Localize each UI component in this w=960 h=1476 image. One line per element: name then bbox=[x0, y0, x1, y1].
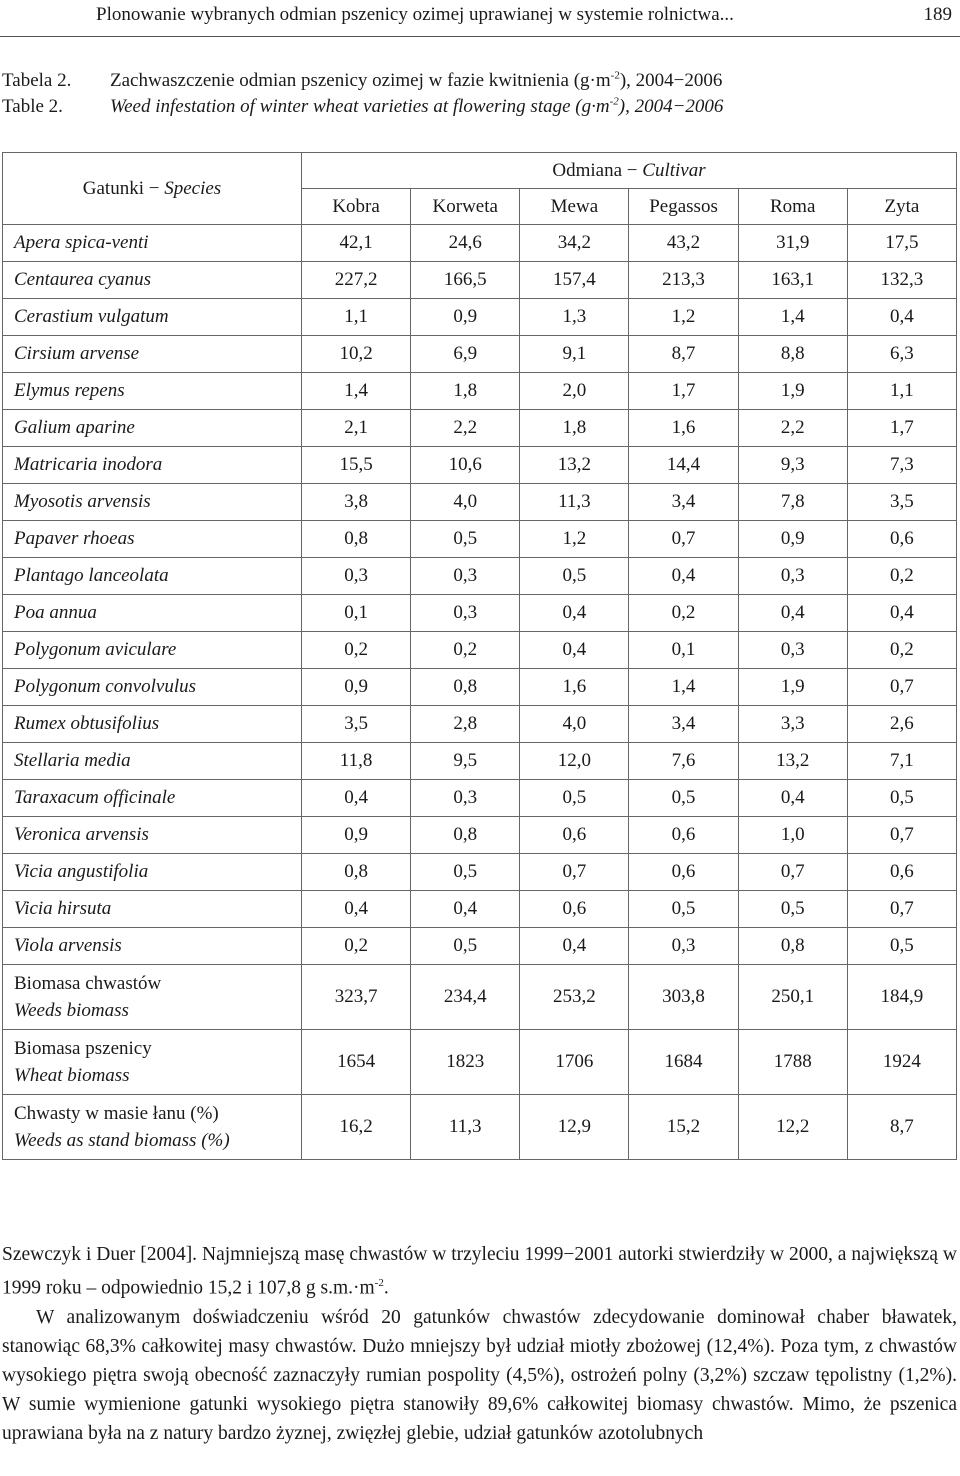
value-cell: 11,8 bbox=[302, 743, 411, 780]
value-cell: 1,7 bbox=[629, 373, 738, 410]
value-cell: 0,2 bbox=[302, 632, 411, 669]
table-row bbox=[3, 373, 957, 410]
value-cell: 0,9 bbox=[302, 669, 411, 706]
species-name: Plantago lanceolata bbox=[3, 558, 302, 595]
value-cell: 9,1 bbox=[520, 336, 629, 373]
value-cell: 1,2 bbox=[629, 299, 738, 336]
table-body bbox=[3, 225, 957, 1160]
summary-value-cell: 16,2 bbox=[302, 1095, 411, 1160]
value-cell: 0,3 bbox=[411, 595, 520, 632]
table-row bbox=[3, 891, 957, 928]
value-cell: 13,2 bbox=[738, 743, 847, 780]
value-cell: 4,0 bbox=[520, 706, 629, 743]
species-name: Poa annua bbox=[3, 595, 302, 632]
summary-value-cell: 1706 bbox=[520, 1030, 629, 1095]
value-cell: 2,8 bbox=[411, 706, 520, 743]
species-name: Rumex obtusifolius bbox=[3, 706, 302, 743]
table-row bbox=[3, 595, 957, 632]
caption-text-pl: Zachwaszczenie odmian pszenicy ozimej w fazie kwitnienia $(g\cdot m^{-2})$, 2004−2006 bbox=[110, 70, 723, 92]
summary-row bbox=[3, 965, 957, 1030]
summary-value-cell: 15,2 bbox=[629, 1095, 738, 1160]
table-row bbox=[3, 410, 957, 447]
summary-label-en: Weeds biomass bbox=[14, 1000, 129, 1021]
table-row bbox=[3, 706, 957, 743]
value-cell: 0,4 bbox=[302, 891, 411, 928]
value-cell: 0,5 bbox=[847, 928, 956, 965]
species-name: Myosotis arvensis bbox=[3, 484, 302, 521]
value-cell: 17,5 bbox=[847, 225, 956, 262]
species-name: Vicia hirsuta bbox=[3, 891, 302, 928]
paragraph-2: W analizowanym doświadczeniu wśród 20 gatunków chwastów zdecydowanie dominował chaber bławatek, stanowiąc 68,3% całkowitej masy chwastów. Dużo mniejszy był udział miotły zbożowej (12,4%). Poza tym, z chwastów wysokiego piętra swoją obecność zaznaczyły rumian pospolity (4,5%), ostrożeń polny (3,2%) szczaw tępolistny (1,2%). W sumie wymienione gatunki wysokiego piętra stanowiły 89,6% całkowitej biomasy chwastów. Mimo, że pszenica uprawiana była na z natury bardzo żyznej, zwięzłej glebie, udział gatunków azotolubnych bbox=[2, 1306, 957, 1444]
value-cell: 0,4 bbox=[847, 595, 956, 632]
value-cell: 0,5 bbox=[411, 521, 520, 558]
page-number: 189 bbox=[923, 4, 952, 25]
value-cell: 0,6 bbox=[520, 817, 629, 854]
value-cell: 42,1 bbox=[302, 225, 411, 262]
summary-value-cell: 11,3 bbox=[411, 1095, 520, 1160]
value-cell: 1,8 bbox=[520, 410, 629, 447]
value-cell: 0,8 bbox=[302, 854, 411, 891]
summary-value-cell: 1788 bbox=[738, 1030, 847, 1095]
value-cell: 227,2 bbox=[302, 262, 411, 299]
species-name: Apera spica-venti bbox=[3, 225, 302, 262]
value-cell: 1,9 bbox=[738, 669, 847, 706]
value-cell: 0,5 bbox=[411, 854, 520, 891]
summary-value-cell: 253,2 bbox=[520, 965, 629, 1030]
value-cell: 0,7 bbox=[738, 854, 847, 891]
value-cell: 0,4 bbox=[411, 891, 520, 928]
value-cell: 0,7 bbox=[629, 521, 738, 558]
value-cell: 213,3 bbox=[629, 262, 738, 299]
cultivar-group-header: Odmiana − Cultivar bbox=[302, 153, 957, 189]
value-cell: 0,1 bbox=[302, 595, 411, 632]
species-name: Stellaria media bbox=[3, 743, 302, 780]
summary-value-cell: 8,7 bbox=[847, 1095, 956, 1160]
summary-value-cell: 234,4 bbox=[411, 965, 520, 1030]
value-cell: 0,7 bbox=[847, 817, 956, 854]
value-cell: 0,1 bbox=[629, 632, 738, 669]
value-cell: 0,3 bbox=[302, 558, 411, 595]
value-cell: 0,7 bbox=[847, 669, 956, 706]
value-cell: 3,3 bbox=[738, 706, 847, 743]
table-row bbox=[3, 299, 957, 336]
table-row bbox=[3, 743, 957, 780]
paragraph-1: Szewczyk i Duer [2004]. Najmniejszą masę chwastów w trzyleciu 1999−2001 autorki stwierdziły w 2000, a największą w 1999 roku – odpowiednio 15,2 i 107,8 g $s.m.\cdot m^{-2}$. bbox=[2, 1244, 957, 1299]
summary-value-cell: 1924 bbox=[847, 1030, 956, 1095]
value-cell: 0,6 bbox=[847, 854, 956, 891]
table-row bbox=[3, 817, 957, 854]
value-cell: 0,4 bbox=[520, 928, 629, 965]
value-cell: 15,5 bbox=[302, 447, 411, 484]
summary-value-cell: 12,2 bbox=[738, 1095, 847, 1160]
value-cell: 0,4 bbox=[520, 595, 629, 632]
value-cell: 0,2 bbox=[629, 595, 738, 632]
summary-label-en: Wheat biomass bbox=[14, 1065, 130, 1086]
value-cell: 2,2 bbox=[738, 410, 847, 447]
summary-label-pl: Chwasty w masie łanu (%) bbox=[14, 1103, 219, 1124]
table-row bbox=[3, 484, 957, 521]
cultivar-header: Pegassos bbox=[629, 189, 738, 225]
value-cell: 31,9 bbox=[738, 225, 847, 262]
value-cell: 3,5 bbox=[302, 706, 411, 743]
summary-value-cell: 250,1 bbox=[738, 965, 847, 1030]
value-cell: 10,2 bbox=[302, 336, 411, 373]
value-cell: 10,6 bbox=[411, 447, 520, 484]
value-cell: 132,3 bbox=[847, 262, 956, 299]
value-cell: 0,9 bbox=[738, 521, 847, 558]
summary-label-pl: Biomasa chwastów bbox=[14, 973, 162, 994]
value-cell: 0,5 bbox=[847, 780, 956, 817]
summary-label bbox=[3, 1095, 302, 1160]
running-title: Plonowanie wybranych odmian pszenicy ozimej uprawianej w systemie rolnictwa... bbox=[96, 4, 734, 25]
caption-text-en: Weed infestation of winter wheat varieties at flowering stage $(g\cdot m^{-2})$, 2004−2006 bbox=[110, 96, 724, 118]
value-cell: 6,3 bbox=[847, 336, 956, 373]
value-cell: 0,3 bbox=[738, 558, 847, 595]
value-cell: 0,4 bbox=[738, 780, 847, 817]
value-cell: 1,1 bbox=[302, 299, 411, 336]
value-cell: 0,9 bbox=[411, 299, 520, 336]
value-cell: 0,4 bbox=[520, 632, 629, 669]
value-cell: 1,6 bbox=[520, 669, 629, 706]
value-cell: 7,1 bbox=[847, 743, 956, 780]
value-cell: 0,8 bbox=[411, 817, 520, 854]
value-cell: 0,9 bbox=[302, 817, 411, 854]
value-cell: 0,3 bbox=[629, 928, 738, 965]
summary-value-cell: 184,9 bbox=[847, 965, 956, 1030]
value-cell: 2,6 bbox=[847, 706, 956, 743]
value-cell: 3,4 bbox=[629, 706, 738, 743]
summary-value-cell: 1684 bbox=[629, 1030, 738, 1095]
value-cell: 0,6 bbox=[847, 521, 956, 558]
value-cell: 11,3 bbox=[520, 484, 629, 521]
value-cell: 0,5 bbox=[520, 558, 629, 595]
cultivar-header: Kobra bbox=[302, 189, 411, 225]
value-cell: 12,0 bbox=[520, 743, 629, 780]
value-cell: 1,2 bbox=[520, 521, 629, 558]
body-text bbox=[2, 1240, 957, 1448]
value-cell: 1,3 bbox=[520, 299, 629, 336]
value-cell: 6,9 bbox=[411, 336, 520, 373]
value-cell: 24,6 bbox=[411, 225, 520, 262]
value-cell: 0,5 bbox=[629, 780, 738, 817]
species-name: Polygonum convolvulus bbox=[3, 669, 302, 706]
table-row bbox=[3, 558, 957, 595]
species-name: Galium aparine bbox=[3, 410, 302, 447]
value-cell: 8,8 bbox=[738, 336, 847, 373]
value-cell: 0,7 bbox=[520, 854, 629, 891]
value-cell: 1,8 bbox=[411, 373, 520, 410]
value-cell: 0,4 bbox=[847, 299, 956, 336]
table-row bbox=[3, 632, 957, 669]
table-row bbox=[3, 225, 957, 262]
summary-value-cell: 12,9 bbox=[520, 1095, 629, 1160]
species-name: Polygonum aviculare bbox=[3, 632, 302, 669]
table-caption-en bbox=[2, 96, 723, 118]
summary-row bbox=[3, 1030, 957, 1095]
value-cell: 43,2 bbox=[629, 225, 738, 262]
table-row bbox=[3, 669, 957, 706]
value-cell: 1,1 bbox=[847, 373, 956, 410]
species-name: Vicia angustifolia bbox=[3, 854, 302, 891]
summary-label bbox=[3, 1030, 302, 1095]
value-cell: 0,8 bbox=[411, 669, 520, 706]
species-name: Viola arvensis bbox=[3, 928, 302, 965]
table-row bbox=[3, 780, 957, 817]
value-cell: 0,2 bbox=[302, 928, 411, 965]
species-name: Papaver rhoeas bbox=[3, 521, 302, 558]
value-cell: 14,4 bbox=[629, 447, 738, 484]
value-cell: 9,3 bbox=[738, 447, 847, 484]
weed-infestation-table bbox=[2, 152, 957, 1160]
species-name: Veronica arvensis bbox=[3, 817, 302, 854]
value-cell: 0,5 bbox=[411, 928, 520, 965]
value-cell: 0,7 bbox=[847, 891, 956, 928]
value-cell: 1,7 bbox=[847, 410, 956, 447]
value-cell: 2,2 bbox=[411, 410, 520, 447]
table-row bbox=[3, 447, 957, 484]
summary-label-pl: Biomasa pszenicy bbox=[14, 1038, 152, 1059]
value-cell: 1,4 bbox=[738, 299, 847, 336]
value-cell: 166,5 bbox=[411, 262, 520, 299]
value-cell: 7,3 bbox=[847, 447, 956, 484]
table-row bbox=[3, 521, 957, 558]
table-row bbox=[3, 262, 957, 299]
value-cell: 2,0 bbox=[520, 373, 629, 410]
value-cell: 157,4 bbox=[520, 262, 629, 299]
table-row bbox=[3, 336, 957, 373]
value-cell: 0,2 bbox=[847, 558, 956, 595]
value-cell: 3,4 bbox=[629, 484, 738, 521]
value-cell: 0,3 bbox=[411, 558, 520, 595]
cultivar-header: Zyta bbox=[847, 189, 956, 225]
summary-value-cell: 1654 bbox=[302, 1030, 411, 1095]
value-cell: 0,5 bbox=[738, 891, 847, 928]
value-cell: 0,3 bbox=[738, 632, 847, 669]
summary-label bbox=[3, 965, 302, 1030]
species-name: Taraxacum officinale bbox=[3, 780, 302, 817]
value-cell: 8,7 bbox=[629, 336, 738, 373]
value-cell: 163,1 bbox=[738, 262, 847, 299]
value-cell: 1,6 bbox=[629, 410, 738, 447]
value-cell: 4,0 bbox=[411, 484, 520, 521]
cultivar-header: Mewa bbox=[520, 189, 629, 225]
cultivar-header: Korweta bbox=[411, 189, 520, 225]
value-cell: 0,2 bbox=[411, 632, 520, 669]
species-name: Centaurea cyanus bbox=[3, 262, 302, 299]
value-cell: 13,2 bbox=[520, 447, 629, 484]
value-cell: 3,5 bbox=[847, 484, 956, 521]
summary-value-cell: 323,7 bbox=[302, 965, 411, 1030]
species-name: Cirsium arvense bbox=[3, 336, 302, 373]
summary-label-en: Weeds as stand biomass (%) bbox=[14, 1130, 230, 1151]
summary-value-cell: 303,8 bbox=[629, 965, 738, 1030]
value-cell: 0,4 bbox=[738, 595, 847, 632]
value-cell: 7,8 bbox=[738, 484, 847, 521]
value-cell: 0,8 bbox=[302, 521, 411, 558]
value-cell: 0,5 bbox=[629, 891, 738, 928]
table-caption-pl bbox=[2, 70, 722, 92]
summary-row bbox=[3, 1095, 957, 1160]
table-row bbox=[3, 928, 957, 965]
species-name: Elymus repens bbox=[3, 373, 302, 410]
summary-value-cell: 1823 bbox=[411, 1030, 520, 1095]
value-cell: 0,6 bbox=[629, 817, 738, 854]
value-cell: 34,2 bbox=[520, 225, 629, 262]
value-cell: 1,4 bbox=[629, 669, 738, 706]
value-cell: 9,5 bbox=[411, 743, 520, 780]
species-column-header: Gatunki − Species bbox=[3, 153, 302, 225]
value-cell: 0,2 bbox=[847, 632, 956, 669]
running-header bbox=[0, 0, 960, 37]
value-cell: 0,3 bbox=[411, 780, 520, 817]
value-cell: 0,6 bbox=[629, 854, 738, 891]
value-cell: 1,0 bbox=[738, 817, 847, 854]
value-cell: 7,6 bbox=[629, 743, 738, 780]
species-name: Matricaria inodora bbox=[3, 447, 302, 484]
value-cell: 2,1 bbox=[302, 410, 411, 447]
value-cell: 0,8 bbox=[738, 928, 847, 965]
value-cell: 0,6 bbox=[520, 891, 629, 928]
value-cell: 1,9 bbox=[738, 373, 847, 410]
value-cell: 0,4 bbox=[302, 780, 411, 817]
value-cell: 0,5 bbox=[520, 780, 629, 817]
species-name: Cerastium vulgatum bbox=[3, 299, 302, 336]
caption-label-en: Table 2. bbox=[2, 96, 63, 118]
caption-label-pl: Tabela 2. bbox=[2, 70, 72, 92]
cultivar-header: Roma bbox=[738, 189, 847, 225]
value-cell: 0,4 bbox=[629, 558, 738, 595]
value-cell: 1,4 bbox=[302, 373, 411, 410]
value-cell: 3,8 bbox=[302, 484, 411, 521]
table-row bbox=[3, 854, 957, 891]
